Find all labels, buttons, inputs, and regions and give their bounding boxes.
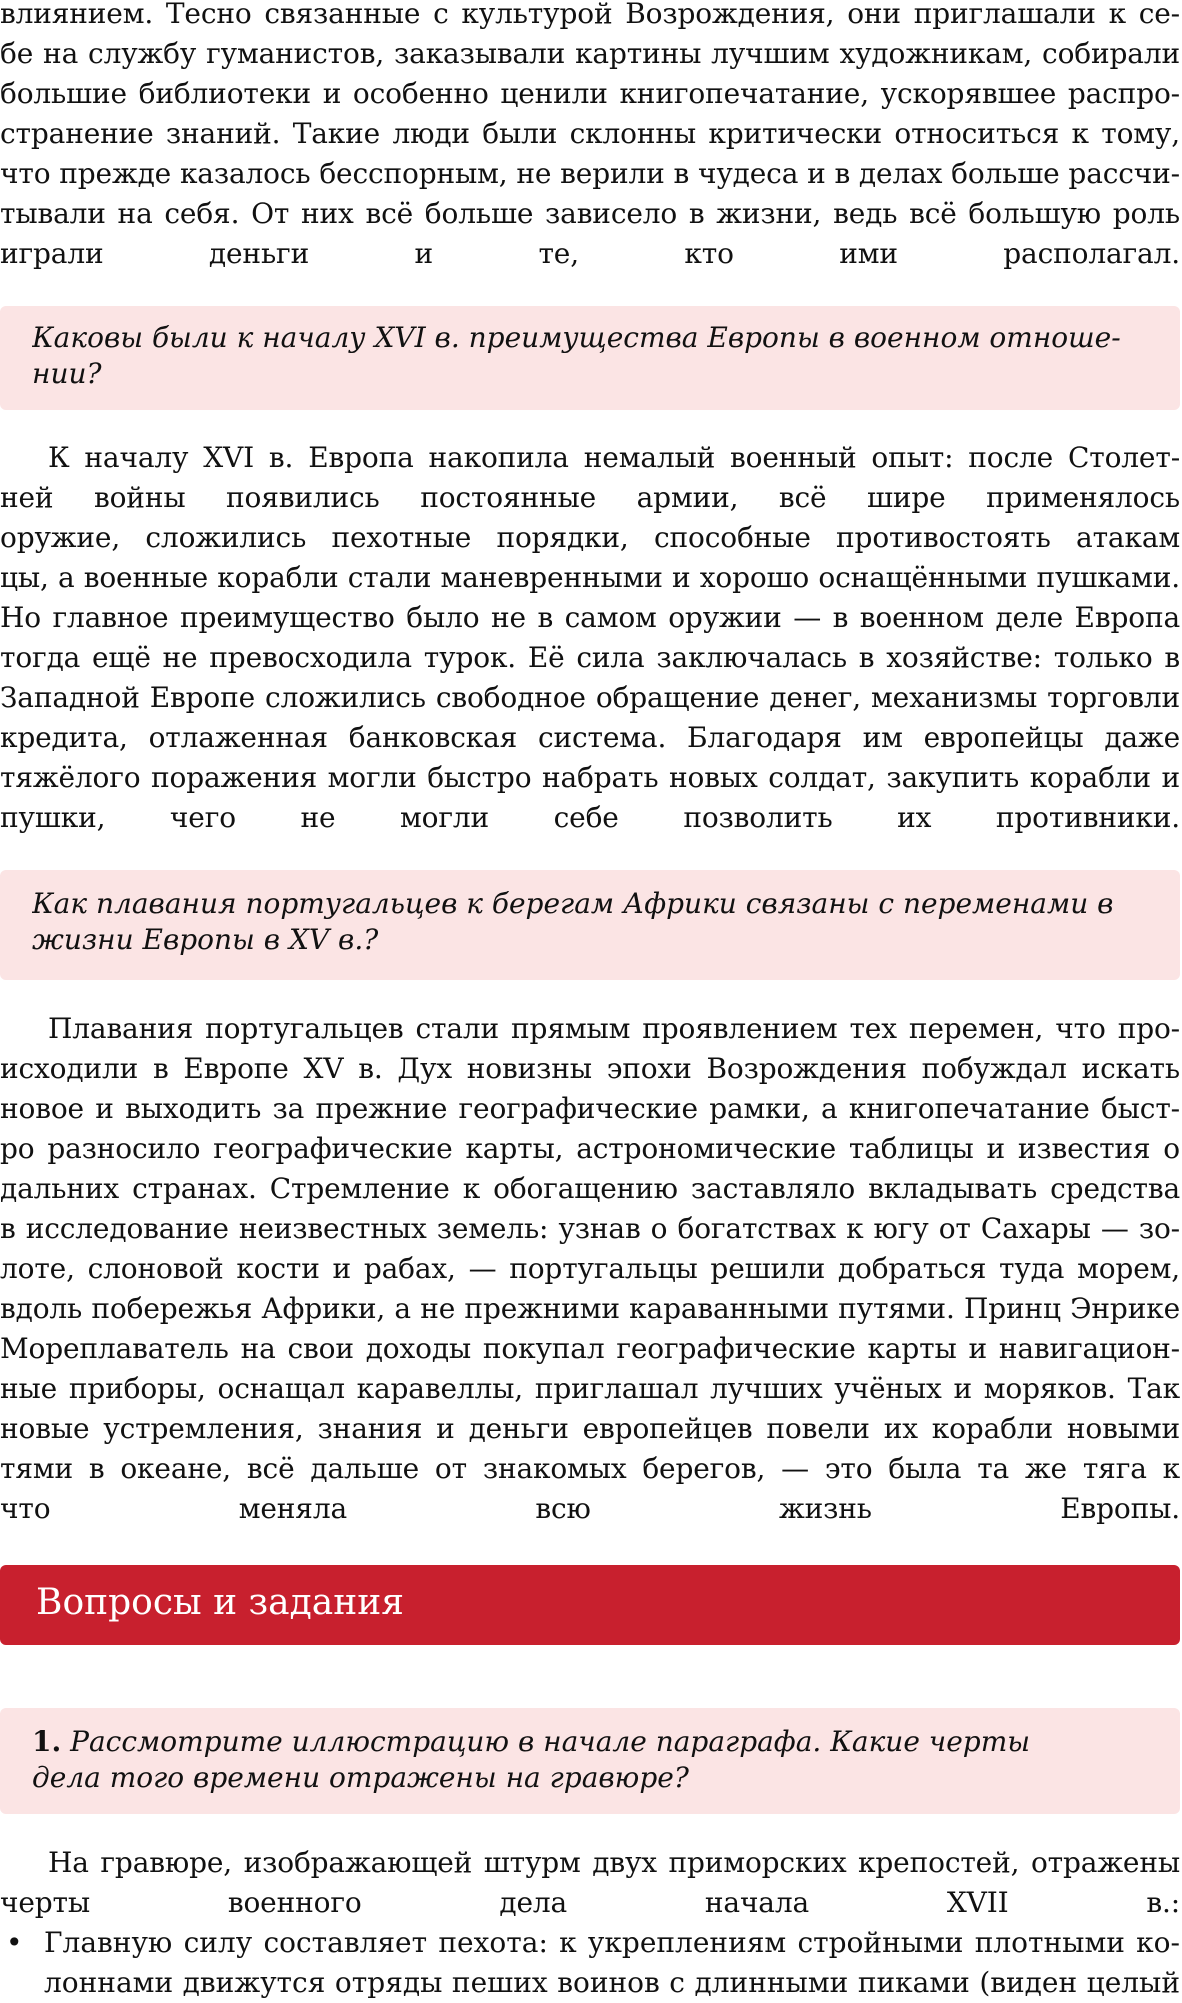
- text-line: Плавания португальцев стали прямым проявлением тех перемен, что про-: [48, 1012, 1180, 1045]
- task-line-text: Рассмотрите иллюстрацию в начале параграфа. Какие черты: [70, 1725, 1031, 1758]
- task-box: [0, 1708, 1180, 1814]
- question-line: нии?: [32, 357, 102, 390]
- text-line: играли деньги и те, кто ими располагал.: [0, 237, 1180, 270]
- text-line: дальних странах. Стремление к обогащению заставляло вкладывать средства: [0, 1172, 1180, 1205]
- text-line: черты военного дела начала XVII в.:: [0, 1886, 1180, 1919]
- intro-paragraph: [0, 0, 1180, 274]
- question-text: [32, 886, 1148, 958]
- text-line: новое и выходить за прежние географические рамки, а книгопечатание быст-: [0, 1092, 1180, 1125]
- text-line: К началу XVI в. Европа накопила немалый военный опыт: после Столет-: [48, 441, 1180, 474]
- answer-paragraph: [0, 438, 1180, 838]
- text-line: Но главное преимущество было не в самом оружии — в военном деле Европа: [0, 601, 1180, 634]
- task-text: [32, 1724, 1148, 1796]
- question-box: [0, 306, 1180, 410]
- text-line: Мореплаватель на свои доходы покупал географические карты и навигацион-: [0, 1332, 1180, 1365]
- task-line: дела того времени отражены на гравюре?: [32, 1761, 689, 1794]
- text-line: кредита, отлаженная банковская система. Благодаря им европейцы даже: [0, 721, 1180, 754]
- text-line: оружие, сложились пехотные порядки, способные противостоять атакам: [0, 521, 1180, 554]
- text-line: Главную силу составляет пехота: к укреплениям стройными плотными ко-: [44, 1926, 1180, 1959]
- text-line: бе на службу гуманистов, заказывали картины лучшим художникам, собирали: [0, 37, 1180, 70]
- text-line: цы, а военные корабли стали маневренными и хорошо оснащёнными пушками.: [0, 561, 1180, 594]
- text-line: что меняла всю жизнь Европы.: [0, 1492, 1180, 1525]
- text-line: странение знаний. Такие люди были склонны критически относиться к тому,: [0, 117, 1180, 150]
- text-line: Западной Европе сложились свободное обращение денег, механизмы торговли: [0, 681, 1180, 714]
- task-line: [32, 1724, 1148, 1760]
- text-line: большие библиотеки и особенно ценили книгопечатание, ускорявшее распро-: [0, 77, 1180, 110]
- text-line: в исследование неизвестных земель: узнав о богатствах к югу от Сахары — зо-: [0, 1212, 1180, 1245]
- task-number: 1.: [32, 1725, 62, 1758]
- question-box: [0, 870, 1180, 980]
- text-line: новые устремления, знания и деньги европейцев повели их корабли новыми: [0, 1412, 1180, 1445]
- text-line: тяжёлого поражения могли быстро набрать новых солдат, закупить корабли и: [0, 761, 1180, 794]
- answer-paragraph: [0, 1843, 1180, 1923]
- question-line: Каковы были к началу XVI в. преимущества Европы в военном отноше-: [32, 321, 1121, 354]
- question-text: [32, 320, 1148, 392]
- answer-paragraph: [0, 1009, 1180, 1529]
- text-line: ные приборы, оснащал каравеллы, приглашал лучших учёных и моряков. Так: [0, 1372, 1180, 1405]
- question-line: Как плавания португальцев к берегам Африки связаны с переменами в: [32, 887, 1114, 920]
- text-line: На гравюре, изображающей штурм двух приморских крепостей, отражены: [48, 1846, 1180, 1879]
- text-line: тывали на себя. От них всё больше зависело в жизни, ведь всё большую роль: [0, 197, 1180, 230]
- text-line: что прежде казалось бесспорным, не верили в чудеса и в делах больше рассчи-: [0, 157, 1180, 190]
- text-line: тями в океане, всё дальше от знакомых берегов, — это была та же тяга к: [0, 1452, 1180, 1485]
- text-line: вдоль побережья Африки, а не прежними караванными путями. Принц Энрике: [0, 1292, 1180, 1325]
- section-title: Вопросы и задания: [36, 1582, 404, 1623]
- bullet-text: [44, 1923, 1180, 2003]
- text-line: исходили в Европе XV в. Дух новизны эпохи Возрождения побуждал искать: [0, 1052, 1180, 1085]
- text-line: лоте, слоновой кости и рабах, — португальцы решили добраться туда морем,: [0, 1252, 1180, 1285]
- text-line: ней войны появились постоянные армии, всё шире применялось: [0, 481, 1180, 514]
- text-line: лоннами движутся отряды пеших воинов с длинными пиками (виден целый: [44, 1966, 1180, 1999]
- bullet-marker: •: [6, 1926, 23, 1959]
- text-line: влиянием. Тесно связанные с культурой Возрождения, они приглашали к се-: [0, 0, 1180, 30]
- text-line: ро разносило географические карты, астрономические таблицы и известия о: [0, 1132, 1180, 1165]
- text-line: пушки, чего не могли себе позволить их противники.: [0, 801, 1180, 834]
- question-line: жизни Европы в XV в.?: [32, 923, 379, 956]
- text-line: тогда ещё не превосходила турок. Её сила заключалась в хозяйстве: только в: [0, 641, 1180, 674]
- section-header: [0, 1565, 1180, 1645]
